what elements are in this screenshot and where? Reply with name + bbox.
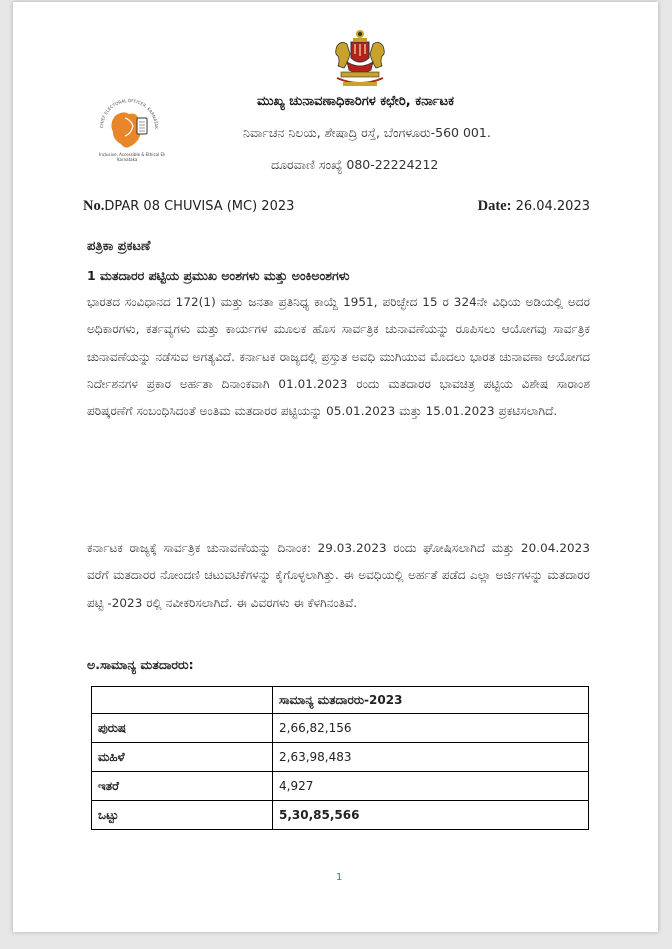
date-label: Date: [477, 198, 512, 214]
date-value: 26.04.2023 [515, 199, 590, 214]
table-row [92, 772, 589, 801]
state-emblem-icon [329, 28, 391, 90]
row-value-others: 4,927 [273, 772, 589, 801]
row-label-others: ಇತರೆ [92, 772, 273, 801]
reference-no-value: DPAR 08 CHUVISA (MC) 2023 [104, 199, 295, 214]
table-header-row [92, 687, 589, 714]
logo-tagline-2: Karnataka [117, 157, 138, 162]
page-number: 1 [336, 872, 343, 883]
table-header-cell-blank [92, 687, 273, 714]
office-name: ಮುಖ್ಯ ಚುನಾವಣಾಧಿಕಾರಿಗಳ ಕಛೇರಿ, ಕರ್ನಾಟಕ [257, 94, 454, 109]
table-row [92, 714, 589, 743]
reference-no-label: No. [83, 198, 105, 214]
table-header-cell: ಸಾಮಾನ್ಯ ಮತದಾರರು-2023 [273, 687, 589, 714]
section-a-heading: ಅ.ಸಾಮಾನ್ಯ ಮತದಾರರು: [87, 657, 194, 672]
row-value-total: 5,30,85,566 [273, 801, 589, 830]
table-row-total [92, 801, 589, 830]
row-label-total: ಒಟ್ಟು [92, 801, 273, 830]
table-row [92, 743, 589, 772]
voter-stats-table [91, 686, 589, 830]
section-1-heading: 1 ಮತದಾರರ ಪಟ್ಟಿಯ ಪ್ರಮುಖ ಅಂಶಗಳು ಮತ್ತು ಅಂಕಿಅಂಶಗಳು [87, 268, 350, 283]
row-value-male: 2,66,82,156 [273, 714, 589, 743]
logo-tagline-1: Inclusive, Accessible & Ethical El [99, 152, 165, 157]
election-office-logo [93, 94, 165, 172]
reference-number [83, 198, 294, 215]
paragraph-2: ಕರ್ನಾಟಕ ರಾಜ್ಯಕ್ಕೆ ಸಾರ್ವತ್ರಿಕ ಚುನಾವಣೆಯನ್ನು ದಿನಾಂಕ: 29.03.2023 ರಂದು ಘೋಷಿಸಲಾಗಿದೆ ಮತ್ತು 20.04.2023 ವರೆಗೆ ಮತದಾರರ ನೋಂದಣಿ ಚಟುವಟಿಕೆಗಳನ್ನು ಕೈಗೊಳ್ಳಲಾಗಿತ್ತು. ಈ ಅವಧಿಯಲ್ಲಿ ಅರ್ಹತೆ ಪಡೆದ ಎಲ್ಲಾ ಅರ್ಜಿಗಳನ್ನು ಮತದಾರರ ಪಟ್ಟಿ -2023 ರಲ್ಲಿ ನವೀಕರಿಸಲಾಗಿದೆ. ಈ ವಿವರಗಳು ಈ ಕೆಳಗಿನಂತಿವೆ. [87, 541, 590, 610]
logo-ring-text: CHIEF ELECTORAL OFFICER, KARNATAK [98, 97, 160, 129]
row-label-male: ಪುರುಷ [92, 714, 273, 743]
document-page [13, 2, 658, 932]
paragraph-1: ಭಾರತದ ಸಂವಿಧಾನದ 172(1) ಮತ್ತು ಜನತಾ ಪ್ರತಿನಿಧ್ಯ ಕಾಯ್ದೆ 1951, ಪರಿಚ್ಛೇದ 15 ರ 324ನೇ ವಿಧಿಯ ಅಡಿಯಲ್ಲಿ ಅದರ ಅಧಿಕಾರಗಳು, ಕರ್ತವ್ಯಗಳು ಮತ್ತು ಕಾರ್ಯಗಳ ಮೂಲಕ ಹೊಸ ಸಾರ್ವತ್ರಿಕ ಚುನಾವಣೆಯನ್ನು ರೂಪಿಸಲು ಆಯೋಗವು ಸಾರ್ವತ್ರಿಕ ಚುನಾವಣೆಯನ್ನು ನಡೆಸುವ ಅಗತ್ಯವಿದೆ. ಕರ್ನಾಟಕ ರಾಜ್ಯದಲ್ಲಿ ಪ್ರಸ್ತುತ ಅವಧಿ ಮುಗಿಯುವ ಮೊದಲು ಭಾರತ ಚುನಾವಣಾ ಆಯೋಗದ ನಿರ್ದೇಶನಗಳ ಪ್ರಕಾರ ಅರ್ಹತಾ ದಿನಾಂಕವಾಗಿ 01.01.2023 ರಂದು ಮತದಾರರ ಭಾವಚಿತ್ರ ಪಟ್ಟಿಯ ವಿಶೇಷ ಸಾರಾಂಶ ಪರಿಷ್ಕರಣೆಗೆ ಸಂಬಂಧಿಸಿದಂತೆ ಅಂತಿಮ ಮತದಾರರ ಪಟ್ಟಿಯನ್ನು 05.01.2023 ಮತ್ತು 15.01.2023 ಪ್ರಕಟಿಸಲಾಗಿದೆ. [87, 295, 590, 419]
reference-date [478, 198, 590, 215]
office-address: ನಿರ್ವಾಚನ ನಿಲಯ, ಶೇಷಾದ್ರಿ ರಸ್ತೆ, ಬೆಂಗಳೂರು-560 001. [243, 125, 491, 140]
row-value-female: 2,63,98,483 [273, 743, 589, 772]
office-phone: ದೂರವಾಣಿ ಸಂಖ್ಯೆ 080-22224212 [271, 157, 439, 172]
row-label-female: ಮಹಿಳೆ [92, 743, 273, 772]
press-release-title: ಪತ್ರಿಕಾ ಪ್ರಕಟಣೆ [87, 239, 151, 254]
election-logo-icon [93, 94, 165, 172]
